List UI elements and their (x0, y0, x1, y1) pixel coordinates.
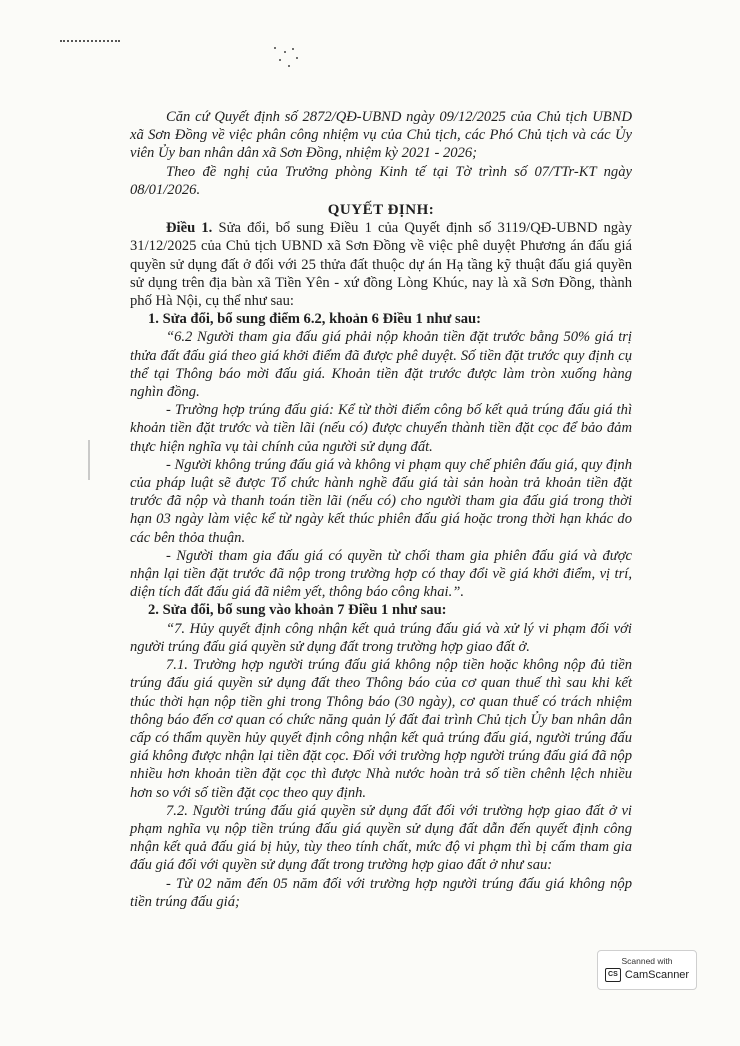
camscanner-watermark (597, 950, 697, 990)
section-1-para: - Trường hợp trúng đấu giá: Kể từ thời điểm công bố kết quả trúng đấu giá thì khoản tiền đặt trước và tiền lãi (nếu có) được chuyển thành tiền đặt cọc để bảo đảm thực hiện nghĩa vụ tài chính của người sử dụng đất. (130, 402, 632, 455)
section-2-para: 7.1. Trường hợp người trúng đấu giá không nộp tiền hoặc không nộp đủ tiền trúng đấu giá quyền sử dụng đất theo Thông báo của cơ quan thuế thì sau khi kết thúc thời hạn nộp tiền ghi trong Thông báo (30 ngày), cơ quan thuế có trách nhiệm thông báo đến cơ quan có chức năng quản lý đất đai trình Chủ tịch Ủy ban nhân dân cấp có thẩm quyền hủy quyết định công nhận kết quả trúng đấu giá, người trúng đấu giá không được nhận lại tiền đặt cọc. Đối với trường hợp người trúng đấu giá đã nộp nhiều hơn khoản tiền đặt cọc thì được Nhà nước hoàn trả số tiền chênh lệch nhiều hơn so với số tiền đặt cọc theo quy định. (130, 657, 632, 801)
section-2-para: “7. Hủy quyết định công nhận kết quả trúng đấu giá và xử lý vi phạm đối với người trúng đấu giá quyền sử dụng đất trong trường hợp giao đất ở. (130, 620, 632, 655)
watermark-brand-name: CamScanner (624, 969, 690, 981)
section-2-heading: 2. Sửa đổi, bổ sung vào khoản 7 Điều 1 như sau: (148, 602, 447, 619)
article-1 (130, 219, 632, 310)
section-1-para: “6.2 Người tham gia đấu giá phải nộp khoản tiền đặt trước bằng 50% giá trị thửa đất đấu giá theo giá khởi điểm đã được phê duyệt. Số tiền đặt trước quy định cụ thể tại Thông báo mời đấu giá. Khoản tiền đặt trước được làm tròn xuống hàng nghìn đồng. (130, 329, 632, 401)
watermark-brand (598, 968, 696, 982)
preamble-1: Căn cứ Quyết định số 2872/QĐ-UBND ngày 09/12/2025 của Chủ tịch UBND xã Sơn Đồng về việc phân công nhiệm vụ của Chủ tịch, các Phó Chủ tịch và các Ủy viên Ủy ban nhân dân xã Sơn Đồng, nhiệm kỳ 2021 - 2026; (130, 109, 632, 162)
article-1-label: Điều 1. (166, 220, 213, 237)
scan-artifact (60, 40, 120, 46)
section-1-para: - Người tham gia đấu giá có quyền từ chối tham gia phiên đấu giá và được nhận lại tiền đặt trước đã nộp trong trường hợp có thay đổi về giá khởi điểm, vị trí, diện tích đất đấu giá đã niêm yết, thông báo công khai.”. (130, 547, 632, 601)
decision-title: QUYẾT ĐỊNH: (327, 202, 435, 219)
preamble-2: Theo đề nghị của Trưởng phòng Kinh tế tại Tờ trình số 07/TTr-KT ngày 08/01/2026. (130, 163, 632, 198)
section-1-heading: 1. Sửa đổi, bổ sung điểm 6.2, khoản 6 Điều 1 như sau: (148, 311, 481, 328)
document-body (130, 108, 632, 911)
section-2-para: - Từ 02 năm đến 05 năm đối với trường hợp người trúng đấu giá không nộp tiền trúng đấu giá; (130, 875, 632, 910)
camscanner-logo-icon: CS (605, 968, 621, 982)
section-1-para: - Người không trúng đấu giá và không vi phạm quy chế phiên đấu giá, quy định của pháp luật sẽ được Tổ chức hành nghề đấu giá tài sản hoàn trả khoản tiền đặt trước đã nộp và thanh toán tiền lãi (nếu có) cho người tham gia đấu giá trong thời hạn 03 ngày làm việc kể từ ngày kết thúc phiên đấu giá hoặc trong thời hạn khác do các bên thỏa thuận. (130, 456, 632, 546)
watermark-caption: Scanned with (621, 956, 673, 966)
scan-specks (270, 45, 300, 75)
section-2-para: 7.2. Người trúng đấu giá quyền sử dụng đất đối với trường hợp giao đất ở vi phạm nghĩa vụ nộp tiền trúng đấu giá quyền sử dụng đất dẫn đến quyết định công nhận kết quả đấu giá bị hủy, tùy theo tính chất, mức độ vi phạm thì bị cấm tham gia đấu giá đối với quyền sử dụng đất trong trường hợp giao đất ở như sau: (130, 802, 632, 874)
article-1-text: Sửa đổi, bổ sung Điều 1 của Quyết định số 3119/QĐ-UBND ngày 31/12/2025 của Chủ tịch UBND xã Sơn Đồng về việc phê duyệt Phương án đấu giá quyền sử dụng đất ở đối với 25 thửa đất thuộc dự án Hạ tầng kỹ thuật đấu giá quyền sử dụng trên địa bàn xã Tiền Yên - xứ đồng Lòng Khúc, nay là xã Sơn Đồng, thành phố Hà Nội, cụ thể như sau: (130, 220, 633, 310)
scan-edge-mark (88, 440, 90, 480)
